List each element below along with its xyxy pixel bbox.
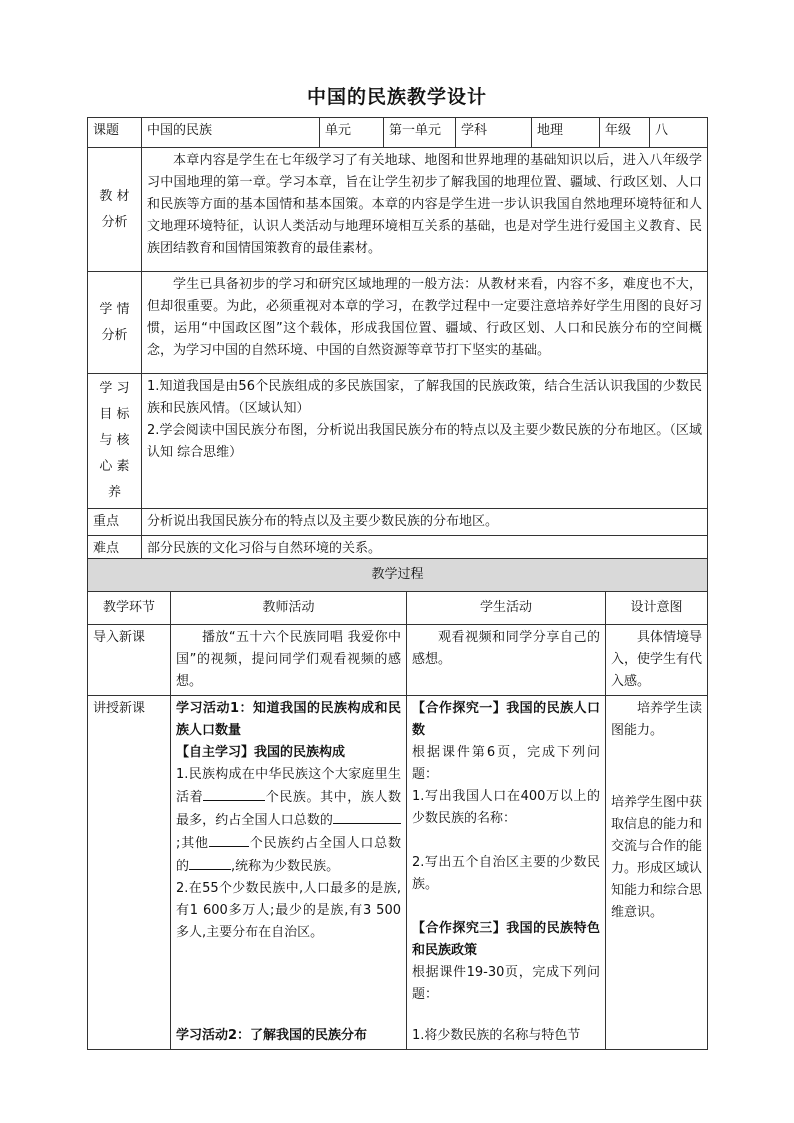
intro-intent: 具体情境导入，使学生有代入感。 [606,625,708,696]
blank [333,809,401,824]
grade-label: 年级 [600,118,650,148]
intro-stage: 导入新课 [88,625,171,696]
info-row [88,118,708,148]
coop-1-intro: 根据课件第6页，完成下列问题： [412,745,600,782]
new-stage: 讲授新课 [88,696,171,1050]
header-intent: 设计意图 [606,592,708,625]
key-label: 重点 [88,509,142,536]
coop-3-q1: 1.将少数民族的名称与特色节 [412,1028,581,1043]
process-title-row [88,559,708,592]
coop-1-title: 【合作探究一】我国的民族人口数 [412,701,600,738]
blank [209,832,249,847]
textbook-label: 教 材 分析 [88,148,142,272]
textbook-text: 本章内容是学生在七年级学习了有关地球、地图和世界地理的基础知识以后，进入八年级学习中国地理的第一章。学习本章，旨在让学生初步了解我国的地理位置、疆域、行政区划、人口和民族等方面的基本国情和基本国策。本章的内容是学生进一步认识我国自然地理环境特征和人文地理环境特征，认识人类活动与地理环境相互关系的基础，也是对学生进行爱国主义教育、民族团结教育和国情国策教育的最佳素材。 [142,148,708,272]
goals-label: 学 习 目 标 与 核 心 素 养 [88,374,142,509]
activity-2-title: 学习活动2：了解我国的民族分布 [176,1028,368,1043]
goals-row [88,374,708,509]
new-student [407,696,606,1050]
new-lesson-row [88,696,708,1050]
question-2: 2.在55个少数民族中,人口最多的是族,有1 600多万人;最少的是族,有3 500多人,主要分布在自治区。 [176,881,401,940]
blank [189,855,231,870]
unit-value: 第一单元 [384,118,456,148]
subject-value: 地理 [532,118,600,148]
overview-table [87,117,708,563]
difficult-text: 部分民族的文化习俗与自然环境的关系。 [142,536,708,563]
intent-1: 培养学生读图能力。 [611,701,703,738]
goals-content [142,374,708,509]
textbook-row [88,148,708,272]
intro-teacher: 播放“五十六个民族同唱 我爱你中国”的视频，提问同学们观看视频的感想。 [171,625,407,696]
key-row [88,509,708,536]
intro-row [88,625,708,696]
coop-1-q2: 2.写出五个自治区主要的少数民族。 [412,855,600,892]
students-row [88,272,708,374]
topic-label: 课题 [88,118,142,148]
process-title: 教学过程 [88,559,708,592]
blank [203,786,265,801]
goal-item-2: 2.学会阅读中国民族分布图，分析说出我国民族分布的特点以及主要少数民族的分布地区。（区域认知 综合思维） [147,423,702,460]
header-student: 学生活动 [407,592,606,625]
students-text: 学生已具备初步的学习和研究区域地理的一般方法：从教材来看，内容不多，难度也不大，但却很重要。为此，必须重视对本章的学习，在教学过程中一定要注意培养好学生用图的良好习惯，运用“中国政区图”这个载体，形成我国位置、疆域、行政区划、人口和民族分布的空间概念，为学习中国的自然环境、中国的自然资源等章节打下坚实的基础。 [142,272,708,374]
subject-label: 学科 [456,118,532,148]
grade-value: 八 [650,118,708,148]
difficult-label: 难点 [88,536,142,563]
topic-value: 中国的民族 [142,118,320,148]
page-title: 中国的民族教学设计 [306,86,487,108]
key-text: 分析说出我国民族分布的特点以及主要少数民族的分布地区。 [142,509,708,536]
process-table [87,558,708,1050]
header-teacher: 教师活动 [171,592,407,625]
header-stage: 教学环节 [88,592,171,625]
self-study-title: 【自主学习】我国的民族构成 [176,745,346,760]
new-intent [606,696,708,1050]
process-header-row [88,592,708,625]
coop-3-intro: 根据课件19-30页，完成下列问题： [412,965,600,1002]
coop-3-title: 【合作探究三】我国的民族特色和民族政策 [412,921,600,958]
intro-student: 观看视频和同学分享自己的感想。 [407,625,606,696]
activity-1-title: 学习活动1：知道我国的民族构成和民族人口数量 [176,701,401,738]
coop-1-q1: 1.写出我国人口在400万以上的少数民族的名称： [412,789,600,826]
question-1: 1.民族构成在中华民族这个大家庭里生活着 个民族。其中，族人数最多，约占全国人口总数的;其他 个民族约占全国人口总数的 ,统称为少数民族。 [176,767,401,874]
students-label: 学 情 分析 [88,272,142,374]
unit-label: 单元 [320,118,384,148]
new-teacher [171,696,407,1050]
intent-2: 培养学生图中获取信息的能力和交流与合作的能力。形成区域认知能力和综合思维意识。 [611,795,703,920]
goal-item-1: 1.知道我国是由56个民族组成的多民族国家，了解我国的民族政策，结合生活认识我国的少数民族和民族风情。（区域认知） [147,379,702,416]
